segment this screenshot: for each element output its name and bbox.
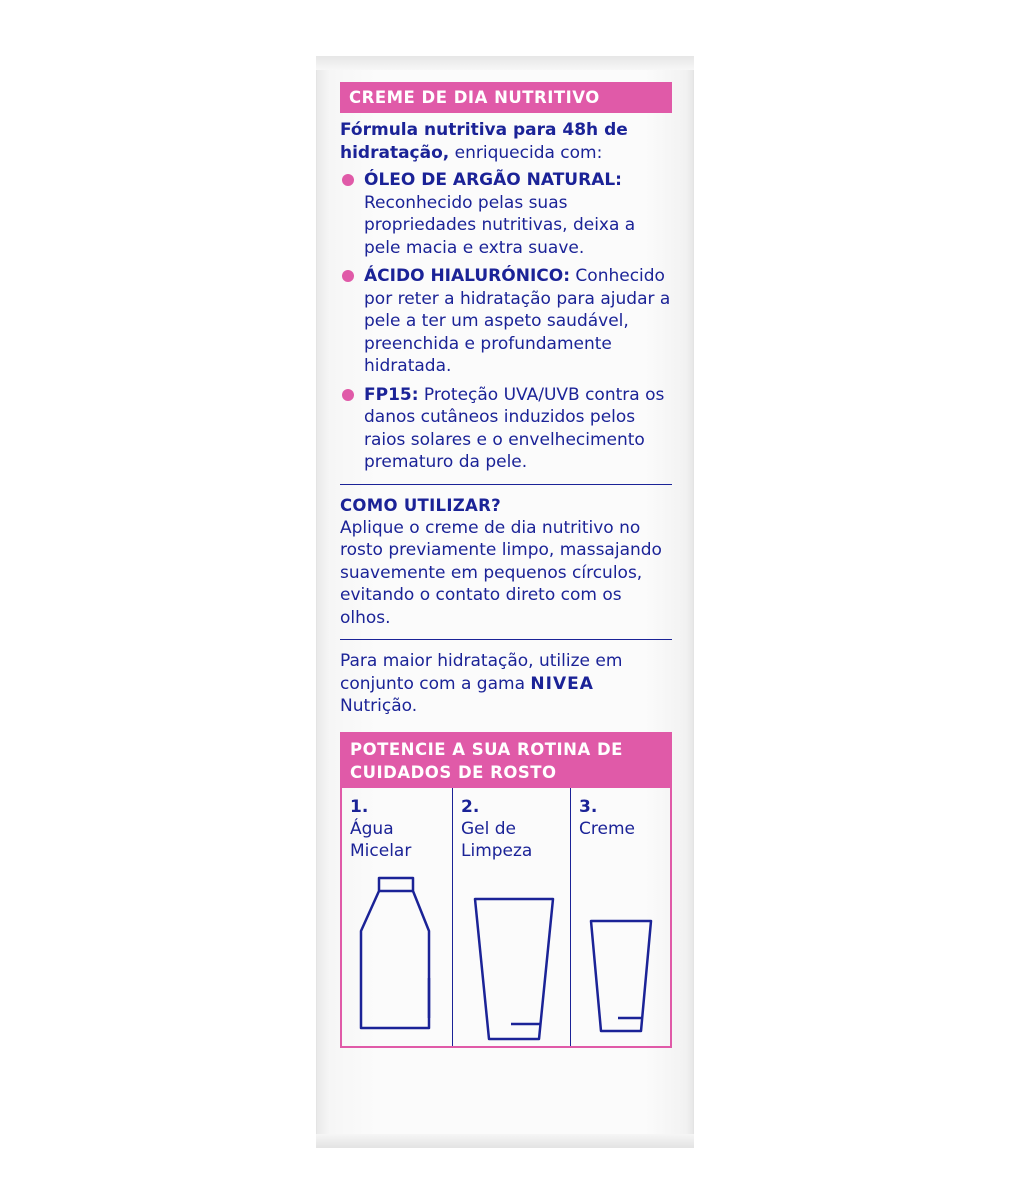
step-label: Gel de Limpeza <box>461 818 533 861</box>
routine-step-1 <box>342 788 452 1046</box>
box-bottom-edge <box>316 1134 694 1148</box>
ingredient-list <box>340 169 672 474</box>
box-content <box>340 82 672 1048</box>
step-number: 3. <box>579 796 598 817</box>
bullet-dot-icon <box>342 389 354 401</box>
step-number: 2. <box>461 796 480 817</box>
tip-text <box>340 650 672 718</box>
ingredient-name: ÁCIDO HIALURÓNICO: <box>364 266 571 286</box>
routine-step-3 <box>570 788 670 1046</box>
usage-title: COMO UTILIZAR? <box>340 495 501 515</box>
usage-text: Aplique o creme de dia nutritivo no rosto previamente limpo, massajando suavemente em pequenos círculos, evitando o contato direto com os olhos. <box>340 517 662 628</box>
ingredient-item-spf <box>340 384 672 474</box>
ingredient-description: Proteção UVA/UVB contra os danos cutâneos induzidos pelos raios solares e o envelhecimento prematuro da pele. <box>364 384 665 472</box>
routine-panel <box>340 732 672 1048</box>
small-tube-icon <box>588 918 654 1038</box>
ingredient-item-argan <box>340 169 672 259</box>
ingredient-name: FP15: <box>364 384 419 405</box>
tip-text-after: Nutrição. <box>340 696 418 716</box>
divider <box>340 484 672 485</box>
ingredient-description: Conhecido por reter a hidratação para ajudar a pele a ter um aspeto saudável, preenchida e profundamente hidratada. <box>364 266 671 376</box>
product-title-header: CREME DE DIA NUTRITIVO <box>340 82 672 113</box>
step-number: 1. <box>350 796 369 817</box>
ingredient-description: Reconhecido pelas suas propriedades nutritivas, deixa a pele macia e extra suave. <box>364 192 636 258</box>
brand-name: NIVEA <box>530 673 594 694</box>
step-label: Água Micelar <box>350 818 412 861</box>
ingredient-name: ÓLEO DE ARGÃO NATURAL: <box>364 170 622 190</box>
ingredient-item-hyaluronic <box>340 265 672 378</box>
large-tube-icon <box>472 896 556 1046</box>
step-label: Creme <box>579 818 635 839</box>
routine-steps <box>342 788 670 1046</box>
tip-text-before: Para maior hidratação, utilize em conjunto com a gama <box>340 651 623 694</box>
intro-bold: Fórmula nutritiva para 48h de hidratação, <box>340 120 628 163</box>
bottle-icon <box>358 868 438 1048</box>
intro-text <box>340 119 672 165</box>
routine-step-2 <box>452 788 570 1046</box>
routine-header: POTENCIE A SUA ROTINA DE CUIDADOS DE ROSTO <box>342 732 670 788</box>
bullet-dot-icon <box>342 270 354 282</box>
box-top-edge <box>316 56 694 70</box>
intro-rest: enriquecida com: <box>449 143 603 163</box>
divider <box>340 639 672 640</box>
bullet-dot-icon <box>342 174 354 186</box>
